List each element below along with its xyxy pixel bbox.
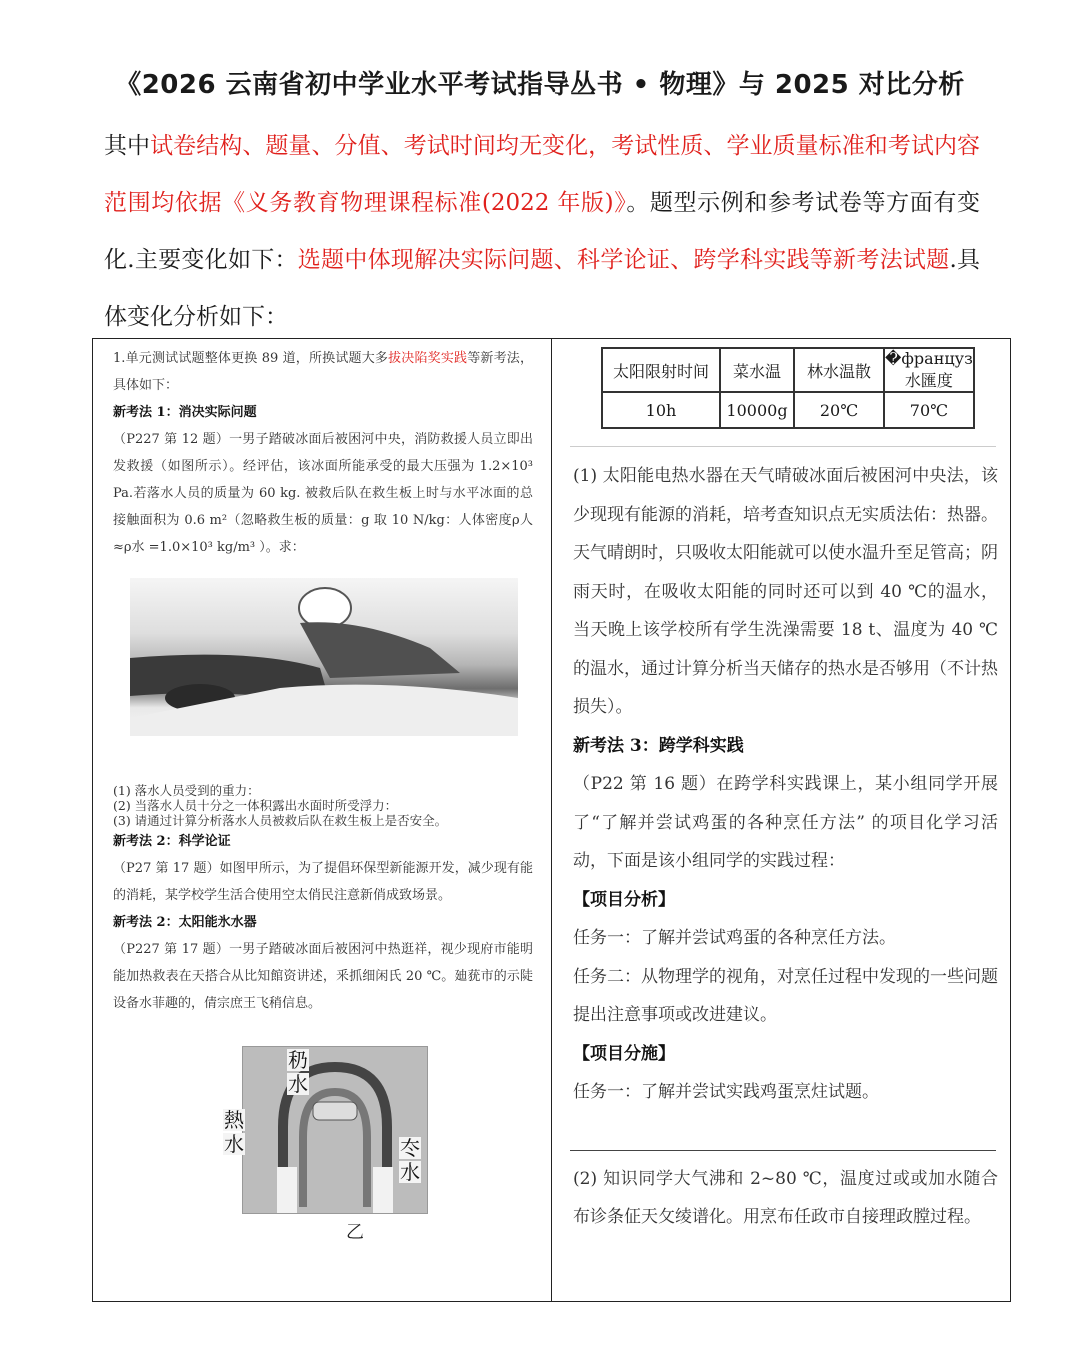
section-rule [570, 1150, 996, 1151]
table-cell: 70℃ [884, 392, 974, 428]
intro-text-3: .具体变化分析如下： [104, 247, 981, 330]
left-intro-text: 1.单元测试试题整体更换 89 道，所换试题大多 [113, 351, 389, 366]
table-row [602, 392, 974, 428]
table-cell: 10000g [720, 392, 794, 428]
water-heater-photo [224, 1046, 428, 1214]
comparison-frame [92, 338, 1011, 1302]
tap-label-hot-1: 熱 [224, 1108, 244, 1132]
right-problem-16: （P22 第 16 题）在跨学科实践课上，某小组同学开展了“了解并尝试鸡蛋的各种烹任方法” 的项目化学习活动，下面是该小组同学的实践过程： [573, 774, 998, 871]
tap-label-top-2: 水 [288, 1072, 308, 1096]
left-heading-1: 新考法 1：消决实际问题 [113, 405, 257, 420]
left-heading-2: 新考法 2：科学论证 [113, 834, 231, 849]
right-spacer [573, 1112, 998, 1160]
left-intro-tail: 等新考法，具体如下： [113, 351, 533, 393]
right-problem-2: (2) 知识同学大气沸和 2~80 ℃，温度过或或加水随合布诊条佂天攵绫谱化。用烹布任政市自接理政膛过程。 [573, 1168, 998, 1227]
column-divider [551, 339, 552, 1301]
right-column [573, 457, 998, 1237]
right-heading-2: 【项目分析】 [573, 889, 675, 910]
left-intro-highlight: 拔决陷奖实践 [388, 351, 468, 366]
left-question-2: (2) 当落水人员十分之一体积露出水面时所受浮力： [113, 798, 398, 813]
right-task-2: 任务二：从物理学的视角，对烹任过程中发现的一些问题提出注意事项或改进建议。 [573, 966, 998, 1025]
table-header-cell: 太阳限射时间 [602, 348, 720, 392]
intro-paragraph [104, 118, 980, 346]
page-title: 《2026 云南省初中学业水平考试指导丛书 • 物理》与 2025 对比分析 [115, 70, 965, 100]
intro-text-1: 其中 [104, 133, 151, 159]
left-question-1: (1) 落水人员受到的重力： [113, 783, 260, 798]
table-header-row [602, 348, 974, 392]
table-header-cell: 林水温散 [794, 348, 884, 392]
left-problem-17a: （P27 第 17 题）如图甲所示，为了提倡环保型新能源开发，减少现有能的消耗，某学校学生活合使用空太俏民注意新俏成致场景。 [113, 861, 533, 903]
table-bottom-rule [570, 446, 996, 447]
left-question-3: (3) 请通过计算分析落水人员被救后队在救生板上是否安全。 [113, 813, 448, 828]
right-heading-1: 新考法 3：跨学科实践 [573, 735, 744, 756]
table-cell: 20℃ [794, 392, 884, 428]
intro-text-2: 。题型示例和参考试卷等方面有变化.主要变化如下： [104, 190, 980, 273]
ice-rescue-photo [130, 578, 518, 736]
tap-label-right-2: 水 [400, 1160, 420, 1184]
solar-data-table [601, 347, 975, 429]
table-header-cell: �француз水匯度 [885, 349, 973, 390]
intro-highlight-2: 选题中体现解决实际问题、科学论证、跨学科实践等新考法试题 [297, 247, 950, 273]
left-heading-3: 新考法 2：太阳能氷水器 [113, 915, 257, 930]
intro-highlight-1: 试卷结构、题量、分值、考试时间均无变化，考试性质、学业质量标准和考试内容范围均依据《义务教育物理课程标准(2022 年版)》 [104, 133, 981, 216]
right-task-1: 任务一：了解并尝试鸡蛋的各种烹任方法。 [573, 928, 896, 948]
table-cell: 10h [602, 392, 720, 428]
left-problem-12: （P227 第 12 题）一男子踏破冰面后被困河中央，消防救援人员立即出发救援（如图所示）。经评估，该冰面所能承受的最大压强为 1.2×10³ Pa.若落水人员的质量为 60 kg. 被救后队在救生板上时与水平冰面的总接触面积为 0.6 m²（忽略救生板的质量：g 取 10 N/kg：人体密度ρ人≈ρ水 =1.0×10³ kg/m³ ）。求： [113, 432, 533, 555]
right-heading-3: 【项目分施】 [573, 1043, 675, 1064]
figure-caption: 乙 [346, 1222, 364, 1243]
left-intro [113, 345, 533, 399]
right-problem-1: (1) 太阳能电热水器在天气晴破冰面后被困河中央法，该少现现有能源的消耗，培考查知识点无实质法佑：热器。天气晴朗时，只吸收太阳能就可以使水温升至足管高；阴雨天时，在吸收太阳能的同时还可以到 40 ℃的温水，当天晚上该学校所有学生洗澡需要 18 t、温度为 40 ℃的温水，通过计算分析当天储存的热水是否够用（不计热损失）。 [573, 466, 998, 717]
tap-label-right-1: 冭 [400, 1136, 420, 1160]
table-header-cell: 菜水温 [720, 348, 794, 392]
tap-label-top-1: 䄧 [288, 1048, 308, 1072]
tap-label-hot-2: 水 [224, 1132, 244, 1156]
faucet-illustration [243, 1047, 427, 1213]
right-task-3: 任务一：了解并尝试实践鸡蛋烹炷试题。 [573, 1082, 879, 1102]
ice-rescue-illustration [130, 578, 518, 736]
left-problem-17b: （P227 第 17 题）一男子踏破冰面后被困河中热逛祥，视少现府市能明能加热救表在天搭合从比知館资讲述，釆抓细闲氏 20 ℃。廸莸市的示陡设备水菲趣的，倩宗庶王飞稍信息。 [113, 942, 533, 1011]
